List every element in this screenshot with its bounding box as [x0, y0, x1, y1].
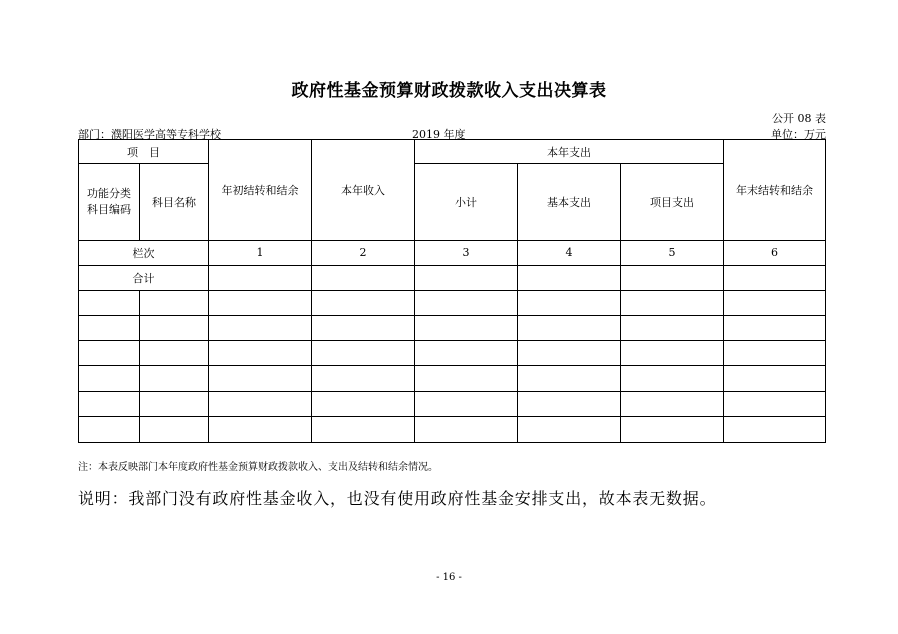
- table-row: [79, 416, 826, 442]
- table-cell: [518, 265, 621, 290]
- header-end-balance: 年末结转和结余: [724, 140, 826, 241]
- table-cell: [312, 341, 415, 366]
- table-row: [79, 316, 826, 341]
- table-cell: [79, 416, 140, 442]
- table-row-index: [79, 240, 826, 265]
- index-cell: 6: [724, 240, 826, 265]
- table-cell: [140, 416, 209, 442]
- table-cell: [724, 416, 826, 442]
- table-cell: [621, 316, 724, 341]
- table-cell: [518, 366, 621, 391]
- table-cell: [79, 290, 140, 315]
- table-cell: [209, 316, 312, 341]
- table-cell: [518, 391, 621, 416]
- explanation-text: 说明：我部门没有政府性基金收入，也没有使用政府性基金安排支出，故本表无数据。: [78, 489, 717, 508]
- header-name: 科目名称: [140, 164, 209, 241]
- table-cell: [621, 391, 724, 416]
- header-begin-balance: 年初结转和结余: [209, 140, 312, 241]
- table-cell: [140, 290, 209, 315]
- table-cell: [621, 341, 724, 366]
- unit-label: 单位：万元: [771, 128, 826, 141]
- table-cell: [621, 265, 724, 290]
- page-title: 政府性基金预算财政拨款收入支出决算表: [291, 81, 607, 101]
- table-cell: [312, 416, 415, 442]
- table-cell: [140, 316, 209, 341]
- table-cell: [724, 341, 826, 366]
- table-cell: [621, 366, 724, 391]
- page-number: - 16 -: [436, 572, 462, 583]
- header-spending-group: 本年支出: [415, 140, 724, 164]
- table-cell: [79, 341, 140, 366]
- table-row: [79, 341, 826, 366]
- table-cell: [724, 265, 826, 290]
- header-basic: 基本支出: [518, 164, 621, 241]
- table-cell: [518, 341, 621, 366]
- table-row: [79, 290, 826, 315]
- table-cell: [724, 366, 826, 391]
- table-cell: [312, 391, 415, 416]
- table-cell: [518, 290, 621, 315]
- table-cell: [312, 316, 415, 341]
- table-cell: [415, 391, 518, 416]
- index-cell: 5: [621, 240, 724, 265]
- index-cell: 4: [518, 240, 621, 265]
- table-row-total: [79, 265, 826, 290]
- table-cell: [140, 341, 209, 366]
- table-note: 注：本表反映部门本年度政府性基金预算财政拨款收入、支出及结转和结余情况。: [78, 462, 438, 473]
- table-cell: [415, 265, 518, 290]
- row-index-label: 栏次: [79, 240, 209, 265]
- table-cell: [724, 290, 826, 315]
- table-cell: [140, 366, 209, 391]
- table-cell: [79, 316, 140, 341]
- header-code: 功能分类科目编码: [79, 164, 140, 241]
- table-cell: [415, 341, 518, 366]
- table-cell: [209, 265, 312, 290]
- index-cell: 3: [415, 240, 518, 265]
- table-row: [79, 366, 826, 391]
- index-cell: 2: [312, 240, 415, 265]
- form-number: 公开 08 表: [772, 112, 826, 125]
- table-row: [79, 391, 826, 416]
- table-cell: [79, 391, 140, 416]
- budget-table: [78, 139, 826, 443]
- table-cell: [209, 391, 312, 416]
- table-cell: [209, 416, 312, 442]
- table-cell: [209, 290, 312, 315]
- table-cell: [518, 416, 621, 442]
- index-cell: 1: [209, 240, 312, 265]
- table-cell: [312, 366, 415, 391]
- table-cell: [415, 416, 518, 442]
- table-cell: [415, 316, 518, 341]
- table-cell: [312, 290, 415, 315]
- header-item: 项 目: [79, 140, 209, 164]
- department-label: 部门：濮阳医学高等专科学校: [78, 128, 221, 141]
- header-project: 项目支出: [621, 164, 724, 241]
- table-cell: [415, 366, 518, 391]
- table-cell: [621, 290, 724, 315]
- table-cell: [724, 316, 826, 341]
- table-cell: [724, 391, 826, 416]
- table-cell: [209, 341, 312, 366]
- row-total-label: 合计: [79, 265, 209, 290]
- year-label: 2019 年度: [412, 128, 466, 141]
- table-cell: [621, 416, 724, 442]
- table-cell: [140, 391, 209, 416]
- table-cell: [518, 316, 621, 341]
- table-cell: [312, 265, 415, 290]
- table-cell: [79, 366, 140, 391]
- header-subtotal: 小计: [415, 164, 518, 241]
- table-cell: [209, 366, 312, 391]
- header-income: 本年收入: [312, 140, 415, 241]
- table-cell: [415, 290, 518, 315]
